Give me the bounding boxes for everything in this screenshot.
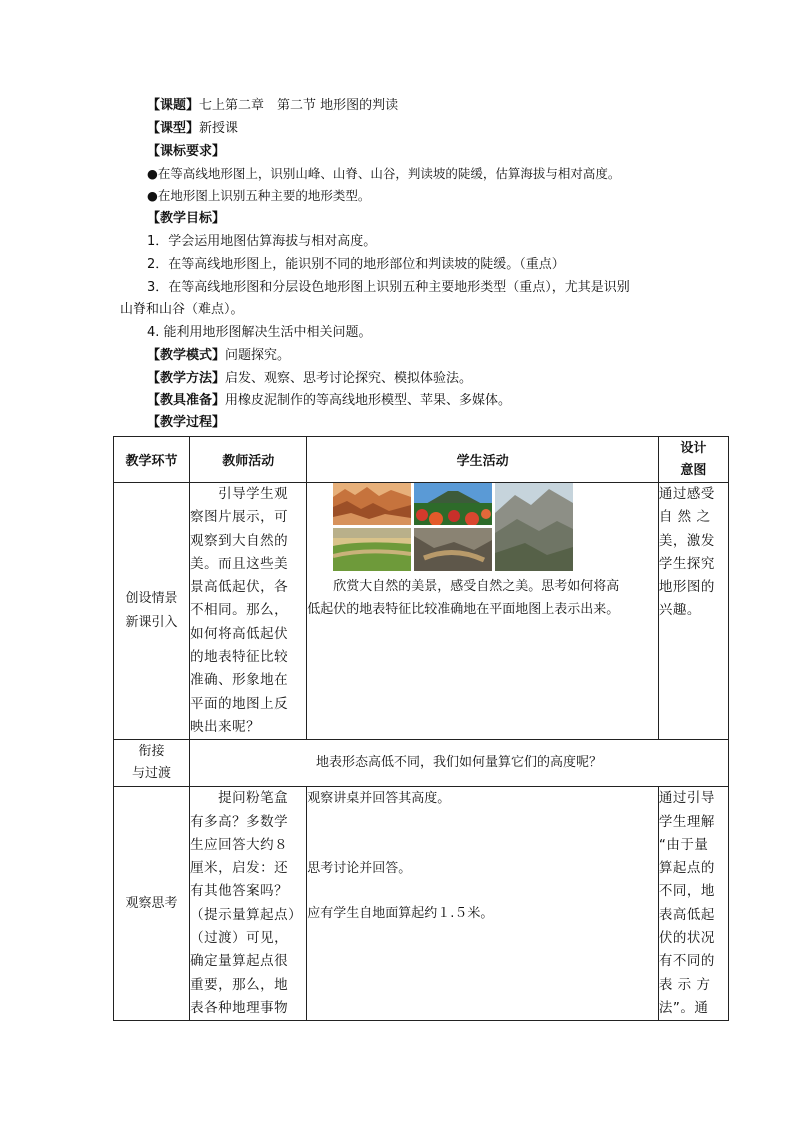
header-stage: 教学环节 [114,437,190,483]
goal-item: 2．在等高线地形图上，能识别不同的地形部位和判读坡的陡缓。（重点） [147,257,565,272]
intent-line: 学生理解 [658,813,715,830]
intent-line: “由于量 [658,836,709,853]
student-line: 应有学生自地面算起约１.５米。 [307,906,494,922]
stage-cell [114,740,190,787]
intent-line: 算起点的 [658,860,715,877]
intent-line: 表高低起 [658,906,715,923]
type-label: 【课型】 [147,121,200,136]
table-row [114,483,729,740]
intent-line: 通过感受 [658,486,715,502]
teacher-line: 如何将高低起伏 [190,625,289,642]
header-student: 学生活动 [307,437,659,483]
teacher-line: 景高低起伏，各 [190,579,289,596]
rocky-mountains-photo [495,483,573,571]
intent-line: 表 示 方 [658,976,711,993]
intent-line: 学生探究 [658,555,715,572]
student-activity-cell [307,787,659,1021]
stage-text: 衔接 [138,744,165,760]
teacher-line: 厘米，启发：还 [190,860,289,877]
table-header-row [114,437,729,483]
intent-line: 伏的状况 [658,930,715,947]
teacher-line: 映出来呢？ [190,718,261,735]
student-line: 低起伏的地表特征比较准确地在平面地图上表示出来。 [307,602,620,617]
intent-line: 法”。通 [658,999,709,1016]
type-value: 新授课 [199,121,239,136]
teacher-activity-cell [190,787,307,1021]
intent-line: 通过引导 [658,790,715,807]
design-intent-cell [658,483,728,740]
goals-label: 【教学目标】 [147,211,226,226]
method-label: 【教学方法】 [147,371,226,386]
student-line: 思考讨论并回答。 [307,861,412,877]
plain-river-photo [333,528,411,571]
design-intent-cell [658,787,728,1021]
teacher-line: 提问粉笔盒 [218,790,289,807]
stage-text: 与过渡 [132,766,172,782]
teacher-line: 确定量算起点很 [190,953,289,970]
topic-label: 【课题】 [147,98,200,113]
header-intent-line: 设计 [680,440,707,456]
teacher-line: 有其他答案吗？ [190,883,289,900]
landscape-photo-collage [333,483,575,571]
tools-line [147,391,511,411]
intent-line: 地形图的 [658,579,715,596]
student-line: 观察讲桌并回答其高度。 [307,791,451,807]
student-activity-cell [307,483,659,740]
intent-line: 有不同的 [658,953,715,970]
standards-label: 【课标要求】 [147,144,226,159]
goal-item: 3．在等高线地形图和分层设色地形图上识别五种主要地形类型（重点），尤其是识别 [147,280,630,295]
table-row [114,787,729,1021]
stage-cell [114,483,190,740]
process-label: 【教学过程】 [147,415,226,430]
goal-item: 4. 能利用地形图解决生活中相关问题。 [147,325,372,340]
table-row [114,740,729,787]
intent-line: 自 然 之 [658,509,711,526]
goal-item: 山脊和山谷（难点）。 [120,302,244,317]
intent-line: 美，激发 [658,532,715,549]
mode-label: 【教学模式】 [147,348,226,363]
teacher-line: 观察到大自然的 [190,532,289,549]
method-value: 启发、观察、思考讨论探究、模拟体验法。 [225,371,473,386]
header-intent-line: 意图 [680,462,707,478]
goal-item: 1．学会运用地图估算海拔与相对高度。 [147,234,377,249]
standard-item: ●在等高线地形图上，识别山峰、山脊、山谷，判读坡的陡缓，估算海拔与相对高度。 [147,166,621,181]
teacher-line: 平面的地图上反 [190,695,289,712]
lesson-process-table [113,436,729,1021]
canyon-photo [333,483,411,525]
teacher-line: 有多高？多数学 [190,813,289,830]
teacher-line: 美。而且这些美 [190,555,289,572]
method-line [147,369,472,389]
topic-line [147,96,398,116]
teacher-line: 表各种地理事物 [190,999,289,1016]
header-intent [658,437,728,483]
teacher-line: 不相同。那么， [190,602,289,619]
teacher-line: 的地表特征比较 [190,649,289,666]
tools-value: 用橡皮泥制作的等高线地形模型、苹果、多媒体。 [225,393,512,408]
basin-photo [414,528,492,571]
teacher-line: 准确、形象地在 [190,672,289,689]
topic-value: 七上第二章 第二节 地形图的判读 [199,98,399,113]
mountain-flowers-photo [414,483,492,525]
teacher-line: （提示量算起点） [190,906,303,923]
type-line [147,119,238,139]
transition-cell: 地表形态高低不同，我们如何量算它们的高度呢？ [190,740,729,787]
intent-line: 兴趣。 [658,602,701,619]
teacher-line: （过渡）可见， [190,930,289,947]
teacher-line: 察图片展示，可 [190,509,289,526]
intent-line: 不同，地 [658,883,715,900]
mode-value: 问题探究。 [225,348,291,363]
stage-text: 新课引入 [125,615,178,631]
header-teacher: 教师活动 [190,437,307,483]
student-line: 欣赏大自然的美景，感受自然之美。思考如何将高 [333,579,620,594]
teacher-line: 生应回答大约８ [190,836,289,853]
mode-line [147,346,290,366]
stage-cell: 观察思考 [114,787,190,1021]
standard-item: ●在地形图上识别五种主要的地形类型。 [147,188,371,203]
teacher-line: 引导学生观 [218,486,289,502]
tools-label: 【教具准备】 [147,393,226,408]
teacher-line: 重要，那么，地 [190,976,289,993]
stage-text: 创设情景 [125,591,178,607]
teacher-activity-cell [190,483,307,740]
